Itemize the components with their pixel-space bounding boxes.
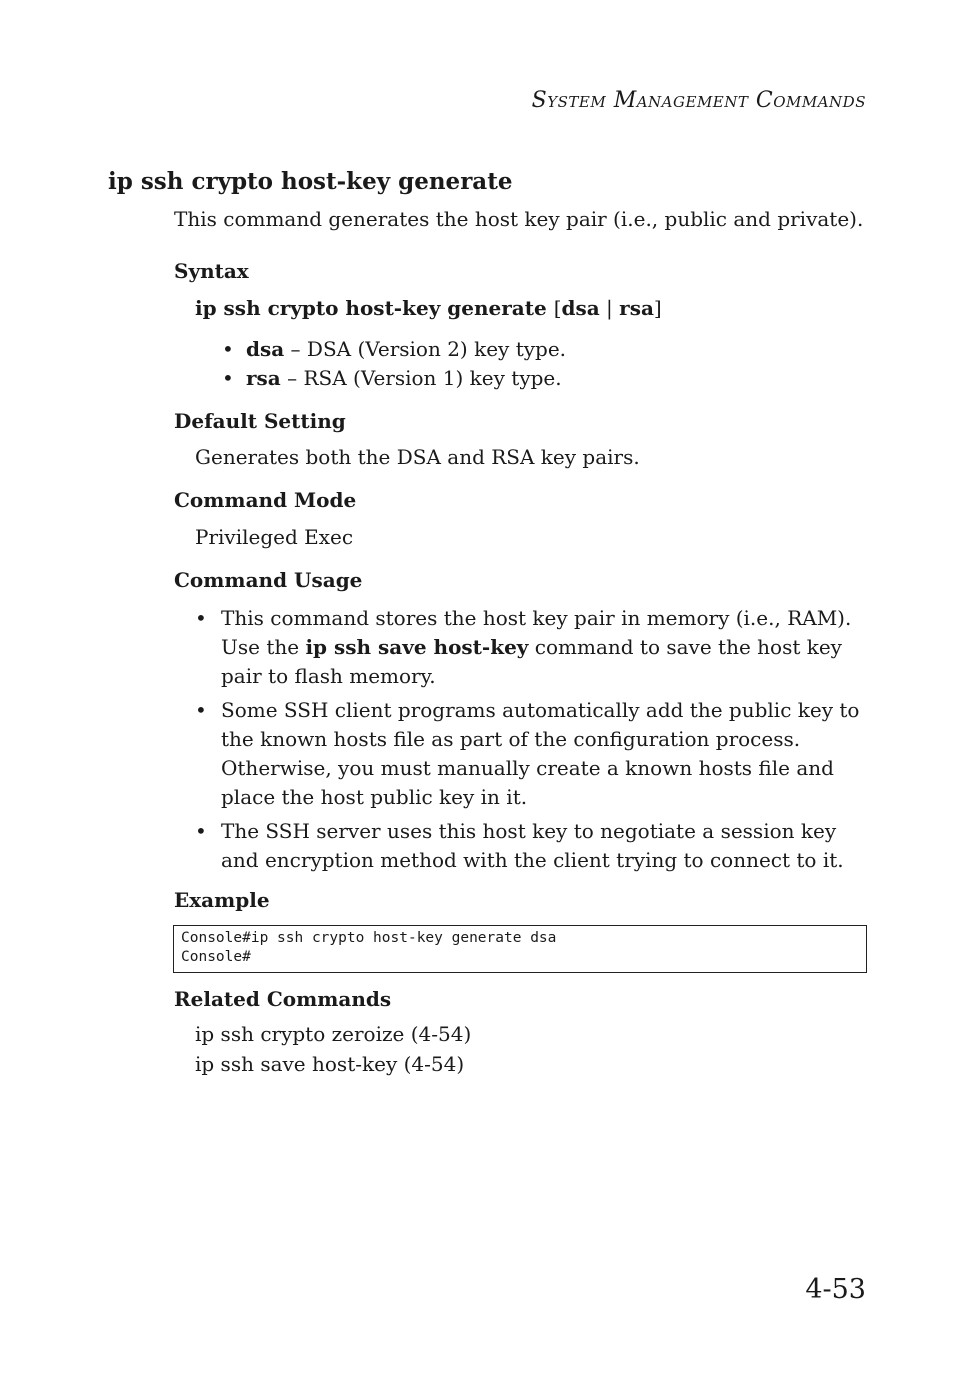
param-name: dsa bbox=[246, 337, 285, 361]
usage-item-text: command to save the host key pair to flash memory. bbox=[221, 635, 842, 688]
syntax-command: ip ssh crypto host-key generate bbox=[195, 296, 547, 320]
command-mode-heading: Command Mode bbox=[174, 488, 357, 512]
syntax-option-dsa: dsa bbox=[561, 296, 600, 320]
command-title: ip ssh crypto host-key generate bbox=[108, 168, 513, 195]
bullet-icon: • bbox=[195, 698, 207, 722]
default-setting-heading: Default Setting bbox=[174, 409, 346, 433]
usage-item bbox=[195, 817, 875, 875]
syntax-line bbox=[195, 296, 662, 320]
page-number: 4-53 bbox=[805, 1274, 866, 1305]
usage-item-text: The SSH server uses this host key to negotiate a session key and encryption method with the client trying to connect to it. bbox=[221, 819, 844, 872]
usage-item-text: Some SSH client programs automatically add the public key to the known hosts file as part of the configuration process. Otherwise, you must manually create a known hosts file and place the host public key in it. bbox=[221, 698, 860, 809]
command-description: This command generates the host key pair (i.e., public and private). bbox=[174, 207, 864, 231]
bullet-icon: • bbox=[222, 337, 234, 361]
related-command-item: ip ssh save host-key (4-54) bbox=[195, 1052, 465, 1076]
param-name: rsa bbox=[246, 366, 281, 390]
param-text: – RSA (Version 1) key type. bbox=[280, 366, 562, 390]
example-code-block bbox=[173, 925, 867, 973]
bullet-icon: • bbox=[195, 819, 207, 843]
syntax-option-rsa: rsa bbox=[619, 296, 654, 320]
usage-item-text: This command stores the host key pair in memory (i.e., RAM). Use the bbox=[221, 606, 852, 659]
related-command-item: ip ssh crypto zeroize (4-54) bbox=[195, 1022, 472, 1046]
syntax-close-bracket: ] bbox=[653, 296, 662, 320]
bullet-icon: • bbox=[222, 366, 234, 390]
command-mode-text: Privileged Exec bbox=[195, 525, 354, 549]
running-head: System Management Commands bbox=[531, 88, 866, 113]
bullet-icon: • bbox=[195, 606, 207, 630]
syntax-separator: | bbox=[599, 296, 620, 320]
syntax-param-rsa bbox=[222, 366, 562, 390]
param-text: – DSA (Version 2) key type. bbox=[284, 337, 567, 361]
code-line: Console# bbox=[181, 949, 251, 965]
syntax-param-dsa bbox=[222, 337, 566, 361]
command-usage-list bbox=[195, 604, 875, 880]
code-line: Console#ip ssh crypto host-key generate dsa bbox=[181, 930, 557, 946]
usage-item bbox=[195, 696, 875, 812]
related-commands-heading: Related Commands bbox=[174, 987, 392, 1011]
example-heading: Example bbox=[174, 888, 270, 912]
usage-item bbox=[195, 604, 875, 691]
syntax-heading: Syntax bbox=[174, 259, 249, 283]
syntax-open-bracket: [ bbox=[553, 296, 562, 320]
usage-item-command: ip ssh save host-key bbox=[305, 635, 529, 659]
command-usage-heading: Command Usage bbox=[174, 568, 363, 592]
default-setting-text: Generates both the DSA and RSA key pairs. bbox=[195, 445, 640, 469]
